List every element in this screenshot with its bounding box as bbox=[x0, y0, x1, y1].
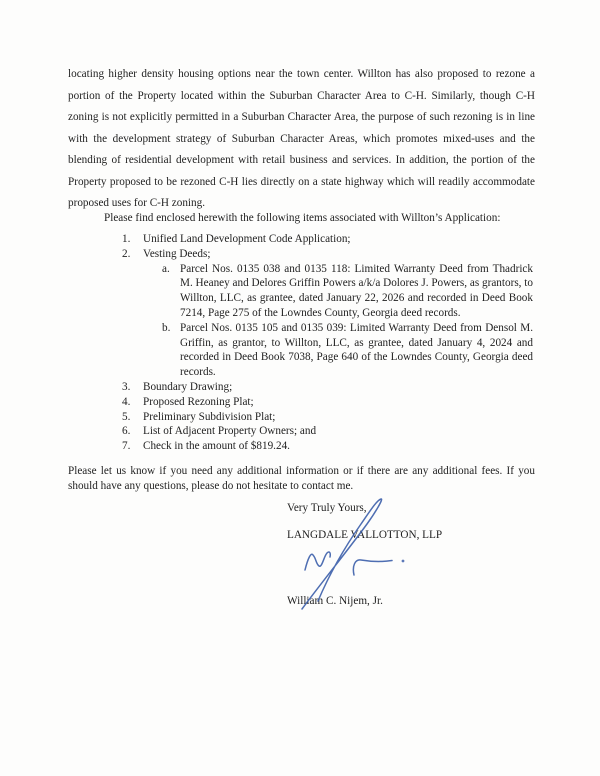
enclosure-list bbox=[122, 232, 535, 454]
list-item-number: 5. bbox=[122, 410, 131, 423]
firm-name: LANGDALE VALLOTTON, LLP bbox=[287, 529, 443, 541]
enclosure-intro: Please find enclosed herewith the following items associated with Willton’s Application: bbox=[104, 212, 501, 224]
list-item-text: Check in the amount of $819.24. bbox=[143, 440, 290, 453]
closing-paragraph: Please let us know if you need any additional information or if there are any additional fees. If you should have any questions, please do not hesitate to contact me. bbox=[68, 465, 535, 493]
list-item-number: 1. bbox=[122, 233, 131, 245]
list-subitem bbox=[162, 321, 535, 380]
list-item bbox=[122, 247, 535, 262]
list-item bbox=[122, 380, 535, 395]
list-subitem-letter: b. bbox=[162, 321, 171, 334]
valediction: Very Truly Yours, bbox=[287, 502, 367, 514]
list-item-text: List of Adjacent Property Owners; and bbox=[143, 425, 317, 438]
list-item bbox=[122, 424, 535, 439]
list-item-text: Vesting Deeds; bbox=[143, 247, 211, 260]
list-item bbox=[122, 439, 535, 454]
list-item-number: 6. bbox=[122, 425, 131, 438]
list-subitem-text: Parcel Nos. 0135 105 and 0135 039: Limited Warranty Deed from Densol M. Griffin, as grantor, to Willton, LLC, as grantee, dated January 4, 2024 and recorded in Deed Book 7038, Page 640 of the Lowndes County, Georgia deed records. bbox=[180, 321, 533, 379]
list-item-text: Boundary Drawing; bbox=[143, 380, 233, 393]
body-paragraph: locating higher density housing options near the town center. Willton has also proposed to rezone a portion of the Property located within the Suburban Character Area to C-H. Similarly, though C-H zoning is not explicitly permitted in a Suburban Character Area, the purpose of such rezoning is in line with the development strategy of Suburban Character Areas, which promotes mixed-uses and the blending of residential development with retail business and services. In addition, the portion of the Property proposed to be rezoned C-H lies directly on a state highway which will readily accommodate proposed uses for C-H zoning. bbox=[68, 68, 535, 209]
list-subitem-letter: a. bbox=[162, 262, 170, 275]
list-item-number: 4. bbox=[122, 395, 131, 408]
list-subitem bbox=[162, 262, 535, 321]
list-item-number: 2. bbox=[122, 247, 131, 260]
list-item bbox=[122, 232, 535, 247]
list-subitem-text: Parcel Nos. 0135 038 and 0135 118: Limited Warranty Deed from Thadrick M. Heaney and Delores Griffin Powers a/k/a Dolores J. Powers, as grantors, to Willton, LLC, as grantee, dated January 22, 2026 and recorded in Deed Book 7214, Page 275 of the Lowndes County, Georgia deed records. bbox=[180, 262, 533, 319]
list-item bbox=[122, 410, 535, 425]
list-item bbox=[122, 395, 535, 410]
list-item-number: 7. bbox=[122, 440, 131, 453]
list-item-text: Unified Land Development Code Application; bbox=[143, 233, 351, 245]
list-item-text: Preliminary Subdivision Plat; bbox=[143, 410, 276, 423]
signer-name: William C. Nijem, Jr. bbox=[287, 595, 383, 607]
list-item-text: Proposed Rezoning Plat; bbox=[143, 395, 254, 408]
list-item-number: 3. bbox=[122, 380, 131, 393]
